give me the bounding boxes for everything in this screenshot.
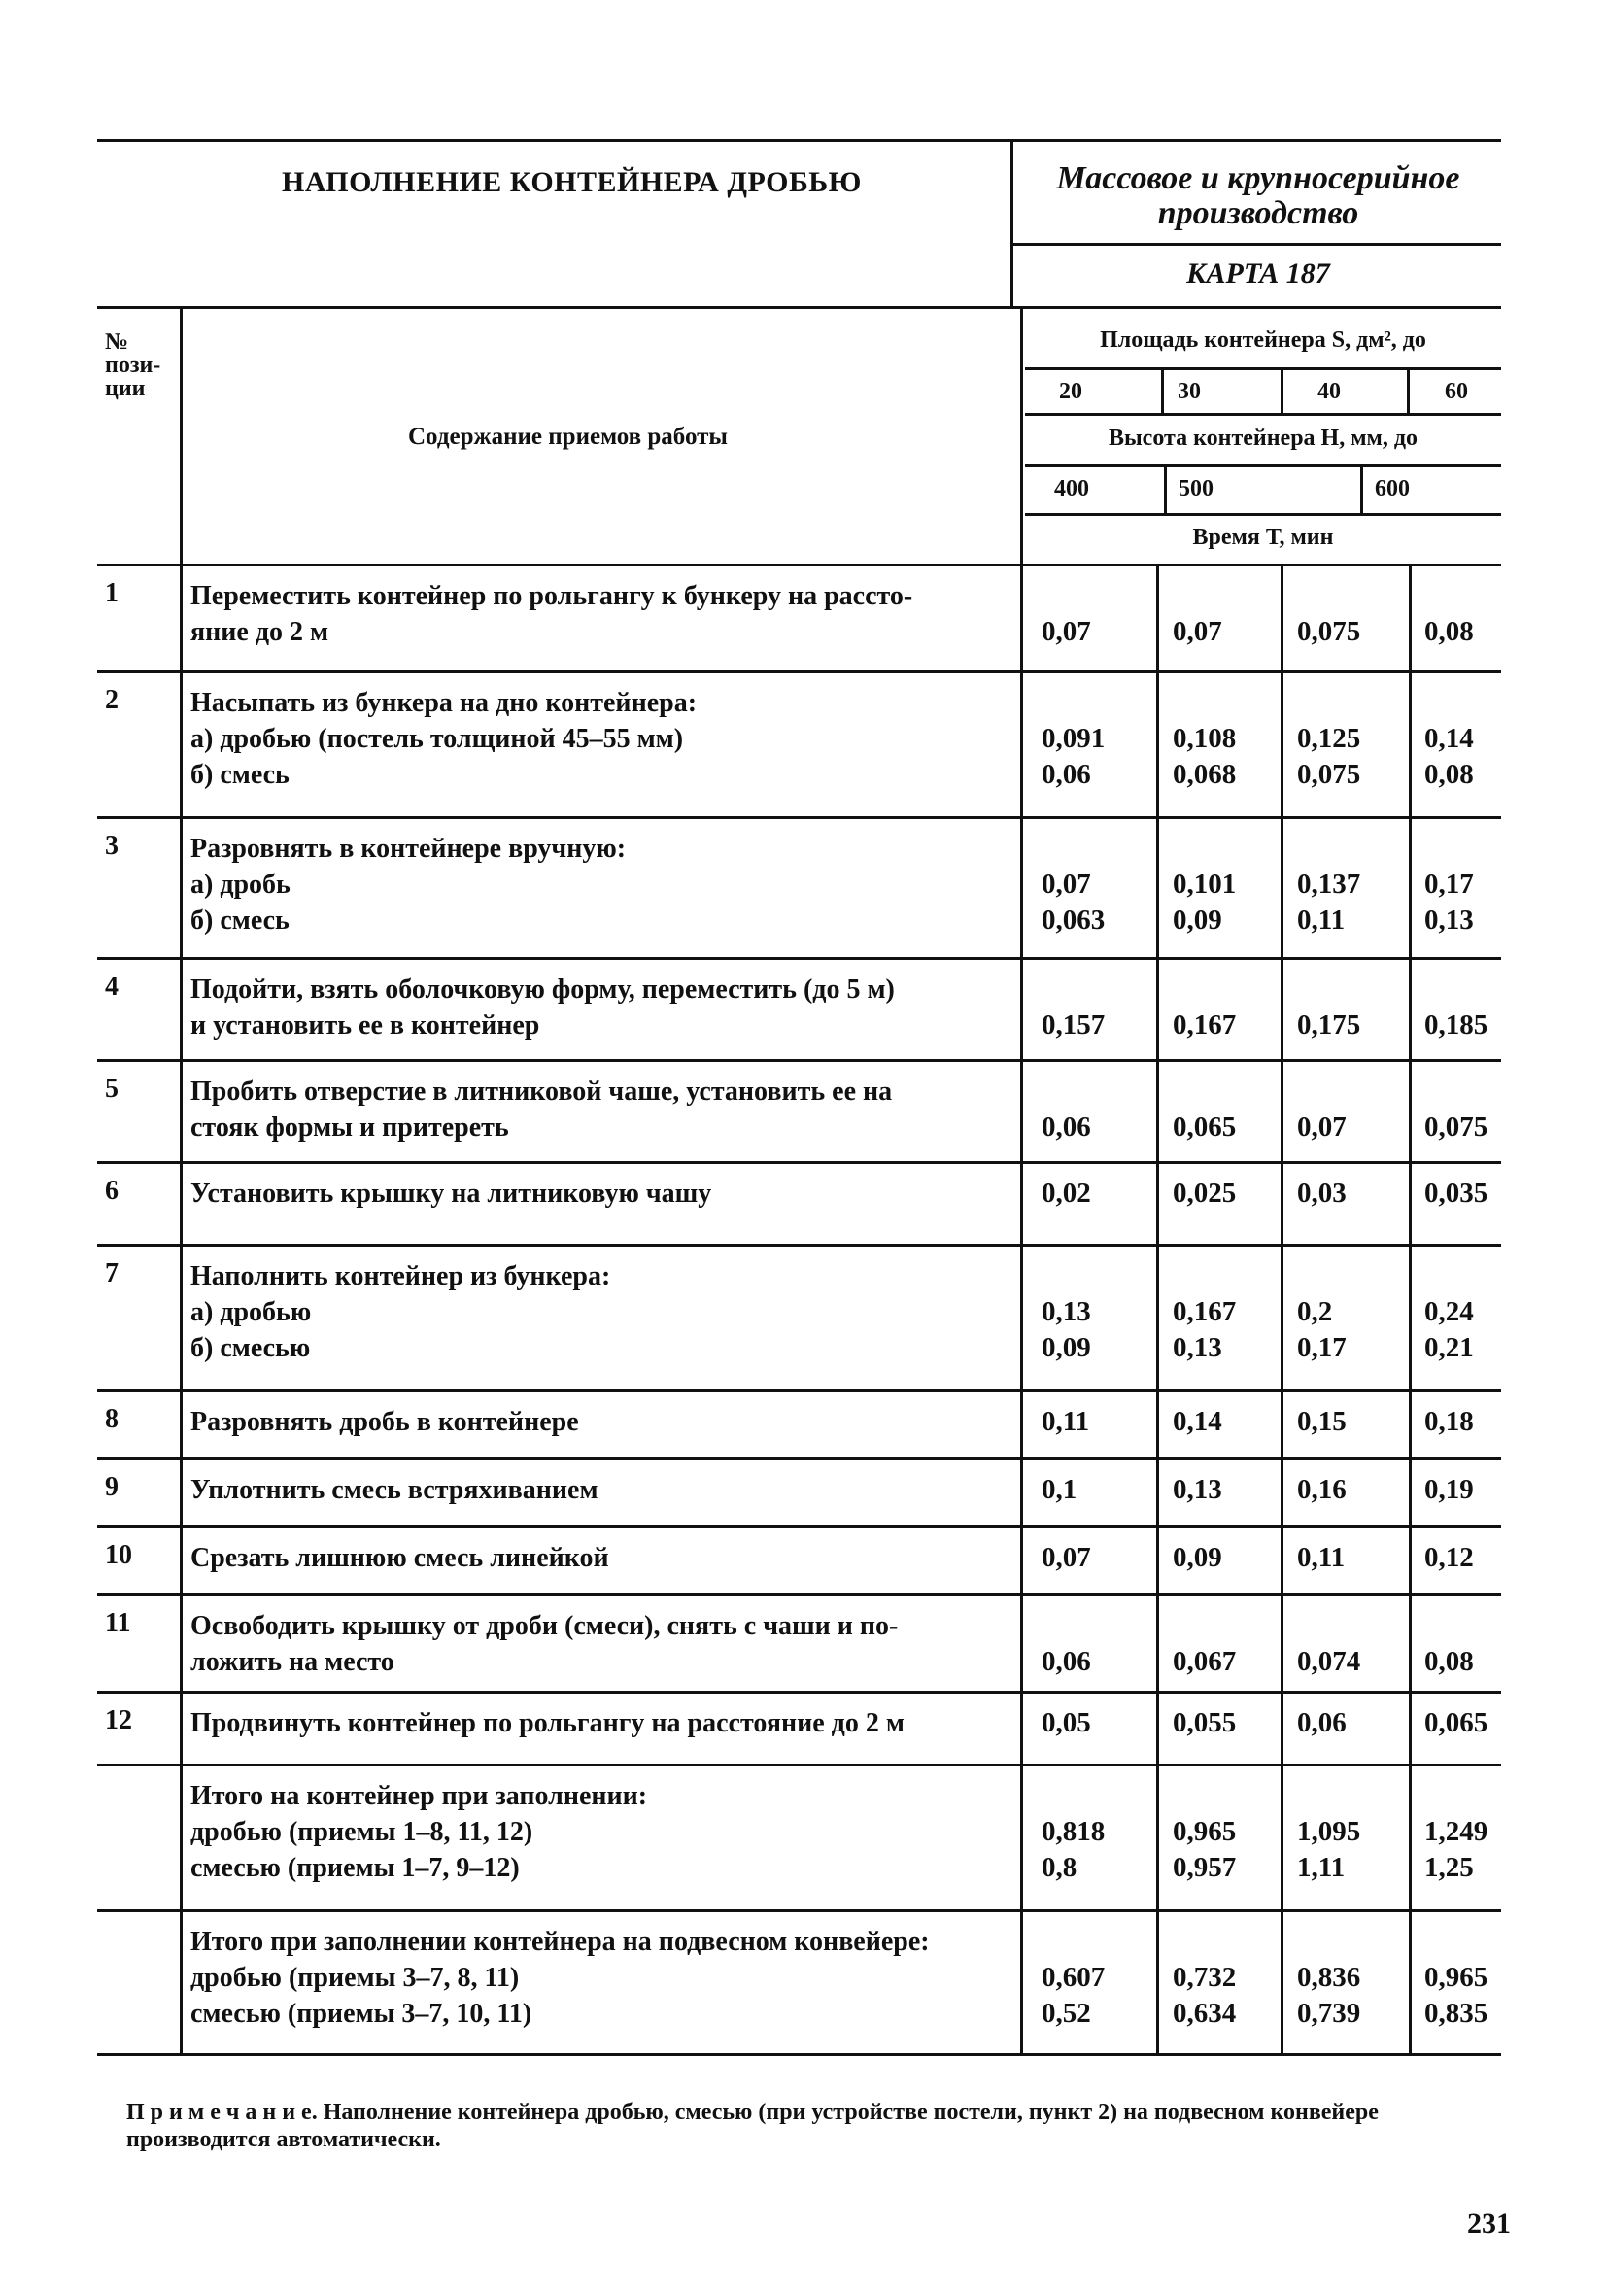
row-rule — [97, 1525, 1501, 1528]
column-line — [1156, 1457, 1159, 1525]
row-description: Уплотнить смесь встряхиванием — [190, 1475, 598, 1505]
time-value: 0,065 — [1424, 1707, 1488, 1738]
column-line — [180, 1593, 183, 1691]
row-rule — [97, 1691, 1501, 1694]
time-value: 0,063 — [1042, 905, 1106, 936]
column-line — [180, 1909, 183, 2053]
time-value: 0,739 — [1297, 1998, 1361, 2029]
column-line — [1156, 1764, 1159, 1909]
time-value: 0,13 — [1424, 905, 1474, 936]
time-value: 0,137 — [1297, 869, 1361, 900]
time-value: 0,18 — [1424, 1406, 1474, 1437]
row-rule — [97, 1764, 1501, 1766]
column-line — [180, 1059, 183, 1161]
column-line — [1409, 1525, 1412, 1593]
time-value: 0,185 — [1424, 1010, 1488, 1041]
column-line — [1409, 1691, 1412, 1764]
area-divider — [1161, 369, 1164, 413]
time-value: 0,09 — [1042, 1332, 1091, 1363]
column-line — [180, 1161, 183, 1244]
row-rule — [97, 1389, 1501, 1392]
area-rule — [1025, 367, 1501, 370]
column-line — [1156, 670, 1159, 816]
position-header: № пози- ции — [105, 329, 161, 401]
row-number: 3 — [105, 831, 119, 861]
time-value: 0,108 — [1173, 723, 1237, 754]
height-values-rule — [1025, 513, 1501, 516]
column-line — [1020, 1244, 1023, 1389]
row-number: 2 — [105, 685, 119, 715]
row-description: Насыпать из бункера на дно контейнера: — [190, 688, 698, 718]
time-value: 0,14 — [1173, 1406, 1222, 1437]
time-value: 0,17 — [1297, 1332, 1347, 1363]
row-description: Освободить крышку от дроби (смеси), снять с чаши и по- — [190, 1611, 899, 1641]
column-line — [1409, 670, 1412, 816]
column-line — [1156, 1525, 1159, 1593]
row-number: 4 — [105, 972, 119, 1002]
column-line — [1156, 1593, 1159, 1691]
column-line — [1020, 1593, 1023, 1691]
time-value: 0,11 — [1297, 905, 1346, 936]
column-line — [1156, 1059, 1159, 1161]
time-value: 0,08 — [1424, 1646, 1474, 1677]
column-line — [1281, 1244, 1283, 1389]
column-line — [1281, 1457, 1283, 1525]
row-description: смесью (приемы 3–7, 10, 11) — [190, 1999, 532, 2029]
time-value: 0,101 — [1173, 869, 1237, 900]
column-line — [180, 564, 183, 670]
time-value: 0,065 — [1173, 1112, 1237, 1143]
row-description: Наполнить контейнер из бункера: — [190, 1261, 611, 1291]
height-value-400: 400 — [1054, 476, 1089, 501]
time-value: 0,12 — [1424, 1542, 1474, 1573]
column-line — [1020, 1764, 1023, 1909]
column-line — [1281, 957, 1283, 1059]
title-divider — [1010, 139, 1013, 306]
card-number: КАРТА 187 — [1186, 257, 1330, 290]
row-description: Срезать лишнюю смесь линейкой — [190, 1543, 609, 1573]
row-number: 10 — [105, 1540, 132, 1570]
time-value: 0,21 — [1424, 1332, 1474, 1363]
time-value: 0,02 — [1042, 1178, 1091, 1209]
time-value: 0,074 — [1297, 1646, 1361, 1677]
time-value: 0,07 — [1042, 869, 1091, 900]
height-value-600: 600 — [1375, 476, 1410, 501]
time-value: 0,09 — [1173, 905, 1222, 936]
column-line — [1281, 1161, 1283, 1244]
frame-line — [180, 306, 183, 564]
table-head-rule — [97, 564, 1501, 566]
time-value: 0,091 — [1042, 723, 1106, 754]
time-value: 0,835 — [1424, 1998, 1488, 2029]
row-rule — [97, 816, 1501, 819]
row-description: б) смесь — [190, 906, 290, 936]
column-line — [180, 1691, 183, 1764]
column-line — [180, 957, 183, 1059]
column-line — [1409, 1389, 1412, 1457]
column-line — [1156, 1691, 1159, 1764]
column-line — [1156, 957, 1159, 1059]
column-line — [180, 1457, 183, 1525]
row-description: Разровнять дробь в контейнере — [190, 1407, 579, 1437]
height-value-500: 500 — [1179, 476, 1214, 501]
time-value: 0,125 — [1297, 723, 1361, 754]
time-value: 0,2 — [1297, 1296, 1333, 1327]
column-line — [180, 1244, 183, 1389]
height-header: Высота контейнера Н, мм, до — [1108, 426, 1419, 451]
production-type: Массовое и крупносерийное производство — [1056, 160, 1460, 231]
row-description: стояк формы и притереть — [190, 1113, 509, 1143]
area-value-40: 40 — [1317, 379, 1341, 404]
column-line — [1281, 816, 1283, 957]
column-line — [180, 1389, 183, 1457]
time-value: 0,055 — [1173, 1707, 1237, 1738]
time-value: 0,13 — [1173, 1474, 1222, 1505]
row-number: 11 — [105, 1608, 131, 1638]
row-rule — [97, 957, 1501, 960]
time-value: 0,1 — [1042, 1474, 1077, 1505]
row-rule — [97, 1457, 1501, 1460]
column-line — [1020, 957, 1023, 1059]
height-divider — [1360, 466, 1363, 513]
row-rule — [97, 1161, 1501, 1164]
column-line — [1409, 1059, 1412, 1161]
time-value: 0,06 — [1042, 1646, 1091, 1677]
page-title: НАПОЛНЕНИЕ КОНТЕЙНЕРА ДРОБЬЮ — [282, 166, 862, 198]
column-line — [1281, 1764, 1283, 1909]
time-value: 0,06 — [1042, 759, 1091, 790]
time-value: 0,965 — [1424, 1962, 1488, 1993]
time-value: 0,07 — [1042, 616, 1091, 647]
row-number: 12 — [105, 1705, 132, 1735]
time-value: 0,09 — [1173, 1542, 1222, 1573]
time-value: 0,068 — [1173, 759, 1237, 790]
row-description: и установить ее в контейнер — [190, 1011, 540, 1041]
row-rule — [97, 670, 1501, 673]
row-description: дробью (приемы 1–8, 11, 12) — [190, 1817, 533, 1847]
column-line — [1409, 816, 1412, 957]
row-description: Переместить контейнер по рольгангу к бункеру на рассто- — [190, 581, 913, 611]
area-values-rule — [1025, 413, 1501, 416]
row-description: а) дробью — [190, 1297, 312, 1327]
time-value: 0,19 — [1424, 1474, 1474, 1505]
column-line — [1281, 670, 1283, 816]
area-value-30: 30 — [1178, 379, 1201, 404]
time-value: 0,167 — [1173, 1296, 1237, 1327]
note-text: Наполнение контейнера дробью, смесью (при устройстве постели, пункт 2) на подвесном конвейере производится автоматически. — [126, 2100, 1379, 2152]
column-line — [1020, 1691, 1023, 1764]
time-value: 0,836 — [1297, 1962, 1361, 1993]
column-line — [1156, 564, 1159, 670]
height-rule — [1025, 464, 1501, 467]
time-value: 0,24 — [1424, 1296, 1474, 1327]
row-description: Разровнять в контейнере вручную: — [190, 834, 627, 864]
row-number: 6 — [105, 1176, 119, 1206]
time-value: 0,07 — [1042, 1542, 1091, 1573]
row-rule — [97, 1909, 1501, 1912]
time-value: 0,13 — [1042, 1296, 1091, 1327]
row-description: смесью (приемы 1–7, 9–12) — [190, 1853, 520, 1883]
column-line — [1156, 1244, 1159, 1389]
time-value: 0,06 — [1042, 1112, 1091, 1143]
column-line — [180, 1525, 183, 1593]
row-number: 7 — [105, 1258, 119, 1288]
time-value: 0,11 — [1297, 1542, 1346, 1573]
column-line — [1020, 1389, 1023, 1457]
column-line — [1156, 1909, 1159, 2053]
time-value: 1,25 — [1424, 1852, 1474, 1883]
area-header: Площадь контейнера S, дм², до — [1100, 327, 1426, 353]
page-number: 231 — [1467, 2208, 1511, 2240]
time-value: 0,8 — [1042, 1852, 1077, 1883]
row-description: Подойти, взять оболочковую форму, переместить (до 5 м) — [190, 975, 895, 1005]
column-line — [1409, 1244, 1412, 1389]
time-value: 0,07 — [1173, 616, 1222, 647]
row-rule — [97, 1593, 1501, 1596]
area-divider — [1407, 369, 1410, 413]
column-line — [1409, 1909, 1412, 2053]
column-line — [1020, 1161, 1023, 1244]
row-description: а) дробь — [190, 870, 291, 900]
column-line — [1020, 670, 1023, 816]
column-line — [180, 816, 183, 957]
column-line — [1020, 564, 1023, 670]
time-value: 0,818 — [1042, 1816, 1106, 1847]
column-line — [1020, 1457, 1023, 1525]
note — [126, 2099, 1525, 2153]
row-number: 1 — [105, 578, 119, 608]
time-value: 0,07 — [1297, 1112, 1347, 1143]
row-rule — [97, 2053, 1501, 2056]
card-rule — [1010, 243, 1501, 246]
column-line — [1020, 1525, 1023, 1593]
time-value: 0,075 — [1424, 1112, 1488, 1143]
row-description: дробью (приемы 3–7, 8, 11) — [190, 1963, 520, 1993]
time-value: 1,11 — [1297, 1852, 1346, 1883]
row-rule — [97, 1059, 1501, 1062]
row-description: яние до 2 м — [190, 617, 329, 647]
row-description: Установить крышку на литниковую чашу — [190, 1179, 712, 1209]
height-divider — [1164, 466, 1167, 513]
column-line — [180, 670, 183, 816]
column-line — [1281, 1593, 1283, 1691]
column-line — [1409, 564, 1412, 670]
time-value: 0,16 — [1297, 1474, 1347, 1505]
time-value: 0,03 — [1297, 1178, 1347, 1209]
row-description: а) дробью (постель толщиной 45–55 мм) — [190, 724, 684, 754]
time-value: 1,095 — [1297, 1816, 1361, 1847]
column-line — [1020, 1059, 1023, 1161]
row-number: 9 — [105, 1472, 119, 1502]
area-divider — [1281, 369, 1283, 413]
column-line — [1156, 1389, 1159, 1457]
column-line — [1156, 816, 1159, 957]
row-description: Итого на контейнер при заполнении: — [190, 1781, 648, 1811]
time-value: 0,175 — [1297, 1010, 1361, 1041]
row-number: 8 — [105, 1404, 119, 1434]
time-value: 1,249 — [1424, 1816, 1488, 1847]
time-value: 0,607 — [1042, 1962, 1106, 1993]
area-value-60: 60 — [1445, 379, 1468, 404]
row-description: ложить на место — [190, 1647, 394, 1677]
column-line — [1156, 1161, 1159, 1244]
column-line — [1281, 1389, 1283, 1457]
row-description: Итого при заполнении контейнера на подвесном конвейере: — [190, 1927, 930, 1957]
column-line — [1409, 1161, 1412, 1244]
row-rule — [97, 1244, 1501, 1247]
time-value: 0,075 — [1297, 616, 1361, 647]
time-value: 0,067 — [1173, 1646, 1237, 1677]
column-line — [1281, 1059, 1283, 1161]
row-description: Пробить отверстие в литниковой чаше, установить ее на — [190, 1077, 893, 1107]
time-value: 0,15 — [1297, 1406, 1347, 1437]
time-value: 0,08 — [1424, 759, 1474, 790]
column-line — [1281, 564, 1283, 670]
row-description: б) смесь — [190, 760, 290, 790]
time-value: 0,11 — [1042, 1406, 1090, 1437]
column-line — [180, 1764, 183, 1909]
time-value: 0,157 — [1042, 1010, 1106, 1041]
frame-line — [1020, 306, 1023, 564]
time-value: 0,167 — [1173, 1010, 1237, 1041]
column-line — [1409, 1593, 1412, 1691]
row-description: б) смесью — [190, 1333, 311, 1363]
time-value: 0,17 — [1424, 869, 1474, 900]
column-line — [1281, 1525, 1283, 1593]
time-value: 0,14 — [1424, 723, 1474, 754]
time-value: 0,13 — [1173, 1332, 1222, 1363]
area-value-20: 20 — [1059, 379, 1082, 404]
header-rule — [97, 306, 1501, 309]
time-value: 0,06 — [1297, 1707, 1347, 1738]
column-line — [1409, 1457, 1412, 1525]
row-number: 5 — [105, 1074, 119, 1104]
column-line — [1020, 816, 1023, 957]
time-value: 0,035 — [1424, 1178, 1488, 1209]
column-line — [1281, 1691, 1283, 1764]
column-line — [1409, 1764, 1412, 1909]
row-description: Продвинуть контейнер по рольгангу на расстояние до 2 м — [190, 1708, 905, 1738]
time-value: 0,025 — [1173, 1178, 1237, 1209]
time-header: Время Т, мин — [1192, 525, 1334, 550]
time-value: 0,08 — [1424, 616, 1474, 647]
time-value: 0,075 — [1297, 759, 1361, 790]
note-label: П р и м е ч а н и е. — [126, 2100, 318, 2125]
top-rule — [97, 139, 1501, 142]
column-line — [1020, 1909, 1023, 2053]
column-line — [1409, 957, 1412, 1059]
time-value: 0,634 — [1173, 1998, 1237, 2029]
column-line — [1281, 1909, 1283, 2053]
time-value: 0,52 — [1042, 1998, 1091, 2029]
time-value: 0,965 — [1173, 1816, 1237, 1847]
time-value: 0,957 — [1173, 1852, 1237, 1883]
content-header: Содержание приемов работы — [408, 424, 728, 450]
time-value: 0,05 — [1042, 1707, 1091, 1738]
time-value: 0,732 — [1173, 1962, 1237, 1993]
